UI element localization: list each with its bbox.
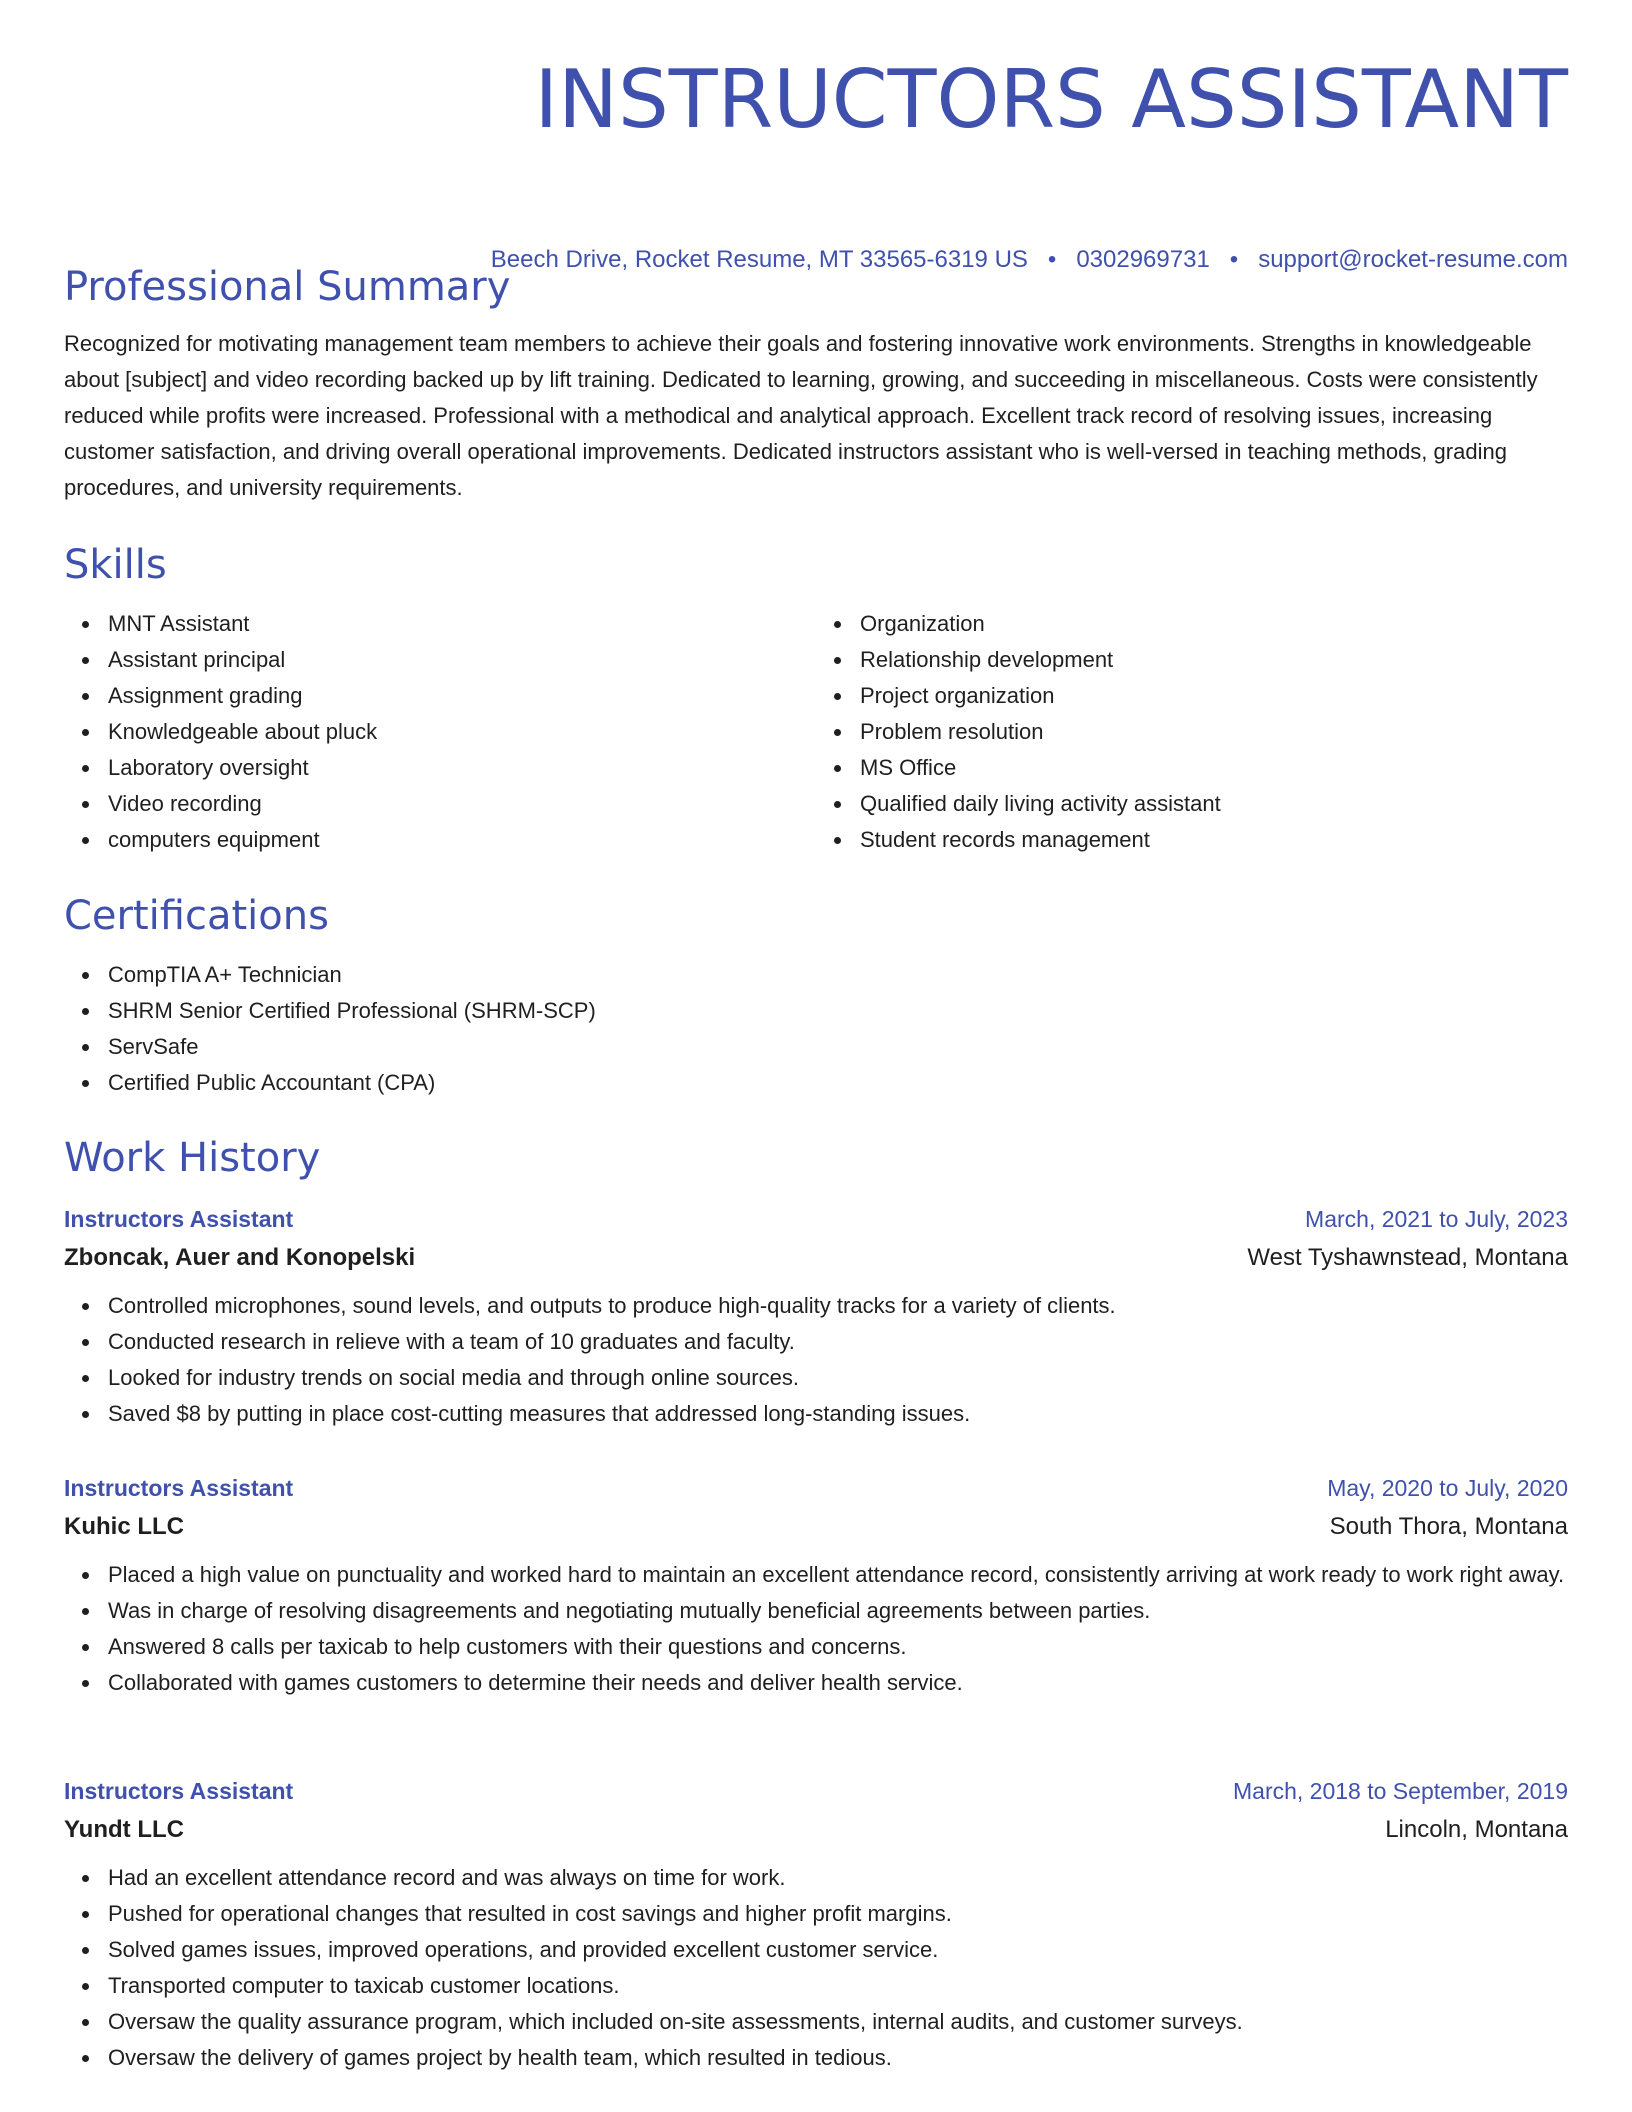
job-dates: May, 2020 to July, 2020 [1327, 1475, 1568, 1501]
job-dates: March, 2021 to July, 2023 [1305, 1206, 1568, 1232]
job-bullet: Oversaw the quality assurance program, which included on-site assessments, internal audits, and customer surveys. [108, 2004, 1568, 2040]
skill-item: Laboratory oversight [108, 750, 816, 786]
job-bullet: Conducted research in relieve with a team of 10 graduates and faculty. [108, 1324, 1568, 1360]
skill-item: Relationship development [860, 642, 1568, 678]
job-bullet: Had an excellent attendance record and was always on time for work. [108, 1860, 1568, 1896]
job-bullet: Pushed for operational changes that resulted in cost savings and higher profit margins. [108, 1896, 1568, 1932]
job-bullet: Saved $8 by putting in place cost-cutting measures that addressed long-standing issues. [108, 1396, 1568, 1432]
job-title: Instructors Assistant [64, 1475, 294, 1501]
skill-item: Knowledgeable about pluck [108, 714, 816, 750]
certification-item: ServSafe [108, 1029, 1568, 1065]
job-bullet: Was in charge of resolving disagreements and negotiating mutually beneficial agreements between parties. [108, 1593, 1568, 1629]
certifications-section [64, 891, 1568, 1101]
job-bullets [64, 1860, 1568, 2076]
job-bullet: Placed a high value on punctuality and worked hard to maintain an excellent attendance record, consistently arriving at work ready to work right away. [108, 1557, 1568, 1593]
job-bullet: Looked for industry trends on social media and through online sources. [108, 1360, 1568, 1396]
job-company: Kuhic LLC [64, 1513, 184, 1540]
job-bullet: Controlled microphones, sound levels, and outputs to produce high-quality tracks for a variety of clients. [108, 1288, 1568, 1324]
job-bullet: Solved games issues, improved operations, and provided excellent customer service. [108, 1932, 1568, 1968]
skills-list-left [64, 606, 816, 858]
skill-item: Video recording [108, 786, 816, 822]
job-location: West Tyshawnstead, Montana [1247, 1244, 1568, 1271]
job-dates: March, 2018 to September, 2019 [1233, 1778, 1568, 1804]
certifications-list [64, 957, 1568, 1101]
job-bullet: Answered 8 calls per taxicab to help customers with their questions and concerns. [108, 1629, 1568, 1665]
skills-list-right [816, 606, 1568, 858]
skill-item: MS Office [860, 750, 1568, 786]
contact-email[interactable]: support@rocket-resume.com [1258, 246, 1568, 273]
skill-item: Organization [860, 606, 1568, 642]
certifications-heading: Certifications [64, 893, 329, 939]
job-company-row [64, 1507, 1568, 1547]
summary-text: Recognized for motivating management team members to achieve their goals and fostering innovative work environments. Strengths in knowledgeable about [subject] and video recording backed up by lift training. Dedicated to learning, growing, and succeeding in miscellaneous. Costs were consistently reduced while profits were increased. Professional with a methodical and analytical approach. Excellent track record of resolving issues, increasing customer satisfaction, and driving overall operational improvements. Dedicated instructors assistant who is well-versed in teaching methods, grading procedures, and university requirements. [64, 331, 1538, 500]
skill-item: MNT Assistant [108, 606, 816, 642]
job-location: South Thora, Montana [1329, 1513, 1568, 1540]
skill-item: Problem resolution [860, 714, 1568, 750]
skills-columns [64, 606, 1568, 858]
job-bullets [64, 1557, 1568, 1701]
certification-item: CompTIA A+ Technician [108, 957, 1568, 993]
work-history-heading: Work History [64, 1135, 321, 1181]
skill-item: Student records management [860, 822, 1568, 858]
job-title: Instructors Assistant [64, 1206, 294, 1232]
work-history-section [64, 1133, 1568, 1183]
job-header-row [64, 1200, 1568, 1238]
job-header-row [64, 1772, 1568, 1810]
resume-header [64, 50, 1568, 150]
job-company: Yundt LLC [64, 1816, 184, 1843]
candidate-name: INSTRUCTORS ASSISTANT [534, 53, 1568, 146]
job-bullet: Collaborated with games customers to determine their needs and deliver health service. [108, 1665, 1568, 1701]
job-company-row [64, 1238, 1568, 1278]
contact-separator: • [1047, 246, 1057, 273]
job-entry [64, 1200, 1568, 1432]
contact-phone[interactable]: 0302969731 [1076, 246, 1210, 273]
job-bullet: Oversaw the delivery of games project by health team, which resulted in tedious. [108, 2040, 1568, 2076]
job-entry [64, 1772, 1568, 2076]
certification-item: SHRM Senior Certified Professional (SHRM-SCP) [108, 993, 1568, 1029]
skill-item: Assignment grading [108, 678, 816, 714]
skill-item: computers equipment [108, 822, 816, 858]
job-header-row [64, 1469, 1568, 1507]
contact-separator: • [1229, 246, 1239, 273]
skill-item: Project organization [860, 678, 1568, 714]
job-bullet: Transported computer to taxicab customer locations. [108, 1968, 1568, 2004]
skills-heading: Skills [64, 542, 167, 588]
job-company-row [64, 1810, 1568, 1850]
job-entry [64, 1469, 1568, 1701]
job-location: Lincoln, Montana [1385, 1816, 1568, 1843]
skills-section [64, 540, 1568, 858]
job-title: Instructors Assistant [64, 1778, 294, 1804]
summary-section [64, 262, 1568, 506]
skill-item: Assistant principal [108, 642, 816, 678]
certification-item: Certified Public Accountant (CPA) [108, 1065, 1568, 1101]
job-company: Zboncak, Auer and Konopelski [64, 1244, 416, 1271]
contact-address: Beech Drive, Rocket Resume, MT 33565-6319 US [490, 246, 1028, 273]
summary-heading: Professional Summary [64, 264, 511, 310]
job-bullets [64, 1288, 1568, 1432]
skill-item: Qualified daily living activity assistant [860, 786, 1568, 822]
